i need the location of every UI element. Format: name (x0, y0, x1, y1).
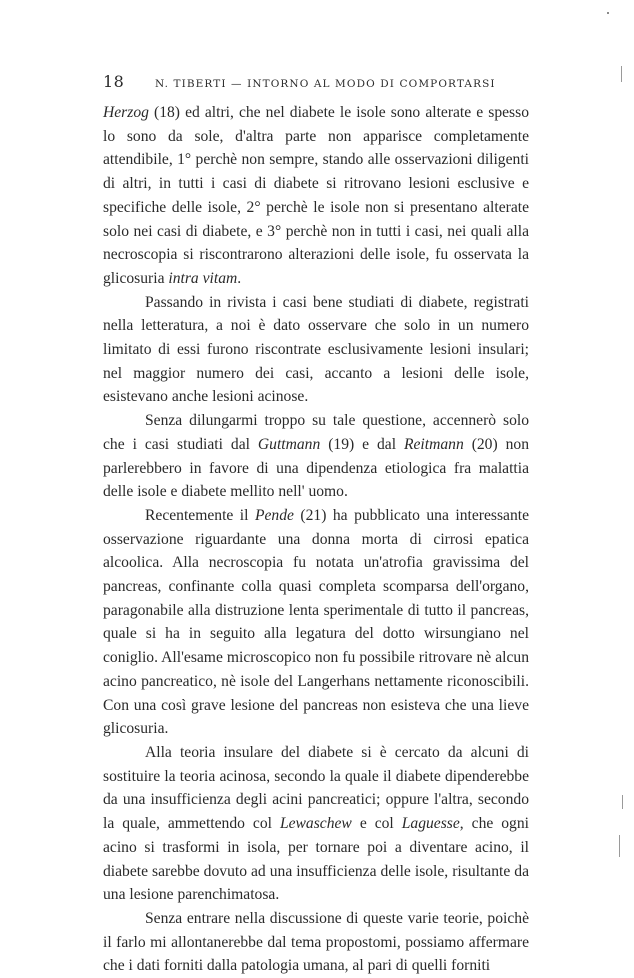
italic-text: Laguesse (401, 815, 460, 833)
paragraph (103, 101, 529, 291)
text-run: , che ogni acino si trasformi in isola, per tornare poi a diventare acino, il diabete sarebbe dovuto ad una insufficienza delle isole, risultante da una lesione parenchimatosa. (103, 815, 529, 904)
running-title: N. TIBERTI — INTORNO AL MODO DI COMPORTARSI (155, 78, 496, 90)
paragraph (103, 907, 529, 978)
scan-dot (607, 12, 609, 14)
text-run: Senza dilungarmi troppo su tale questione, accennerò solo che i casi studiati dal (103, 412, 529, 453)
scan-mark (621, 66, 622, 82)
paragraph (103, 504, 529, 741)
text-run: . (237, 269, 242, 287)
paragraph (103, 409, 529, 504)
text-run: Senza entrare nella discussione di queste varie teorie, poichè il farlo mi allontanerebbe dal tema propostomi, possiamo affermare che i dati forniti dalla patologia umana, al pari di quelli forniti (103, 909, 529, 975)
italic-text: Reitmann (403, 435, 464, 453)
paragraph (103, 291, 529, 410)
text-run: e col (351, 815, 402, 833)
italic-text: intra vitam (168, 269, 238, 287)
italic-text: Pende (254, 506, 294, 524)
scan-mark (619, 835, 620, 857)
italic-text: Guttmann (257, 435, 321, 453)
body-text (103, 101, 529, 978)
page-number: 18 (103, 72, 125, 91)
italic-text: Lewaschew (279, 815, 352, 833)
italic-text: Herzog (103, 104, 149, 121)
paragraph (103, 741, 529, 907)
text-run: Recentemente il (145, 506, 255, 524)
text-run: (18) ed altri, che nel diabete le isole sono alterate e spesso lo sono da sole, d'altra parte non apparisce completamente attendibile, 1° perchè non sempre, stando alle osservazioni diligenti di altri, in tutti i casi di diabete si ritrovano lesioni esclusive e specifiche delle isole, 2° perchè le isole non si presentano alterate solo nei casi di diabete, e 3° perchè non in tutti i casi, nei quali alla necroscopia si riscontrarono alterazioni delle isole, fu osservata la glicosuria (103, 104, 529, 287)
text-run: (20) non parlerebbero in favore di una dipendenza etiologica fra malattia delle isole e diabete mellito nell' uomo. (103, 435, 530, 501)
text-run: (19) e dal (320, 435, 404, 453)
text-run: Passando in rivista i casi bene studiati di diabete, registrati nella letteratura, a noi è dato osservare che solo in un numero limitato di essi furono riscontrate esclusivamente lesioni insulari; nel maggior numero dei casi, accanto a lesioni delle isole, esistevano anche lesioni acinose. (103, 293, 529, 406)
page-header (103, 72, 533, 91)
text-run: (21) ha pubblicato una interessante osservazione riguardante una donna morta di cirrosi epatica alcoolica. Alla necroscopia fu notata un'atrofia gravissima del pancreas, confinante colla quasi completa scomparsa dell'organo, paragonabile alla distruzione lenta sperimentale di tutto il pancreas, quale si ha in seguito alla legatura del dotto wirsungiano nel coniglio. All'esame microscopico non fu possibile ritrovare nè alcun acino pancreatico, nè isole del Langerhans nettamente riconoscibili. Con una così grave lesione del pancreas non esisteva che una lieve glicosuria. (103, 506, 529, 738)
scan-mark (622, 795, 623, 809)
text-run: Alla teoria insulare del diabete si è cercato da alcuni di sostituire la teoria acinosa, secondo la quale il diabete dipenderebbe da una insufficienza degli acini pancreatici; oppure l'altra, secondo la quale, ammettendo col (103, 743, 529, 833)
